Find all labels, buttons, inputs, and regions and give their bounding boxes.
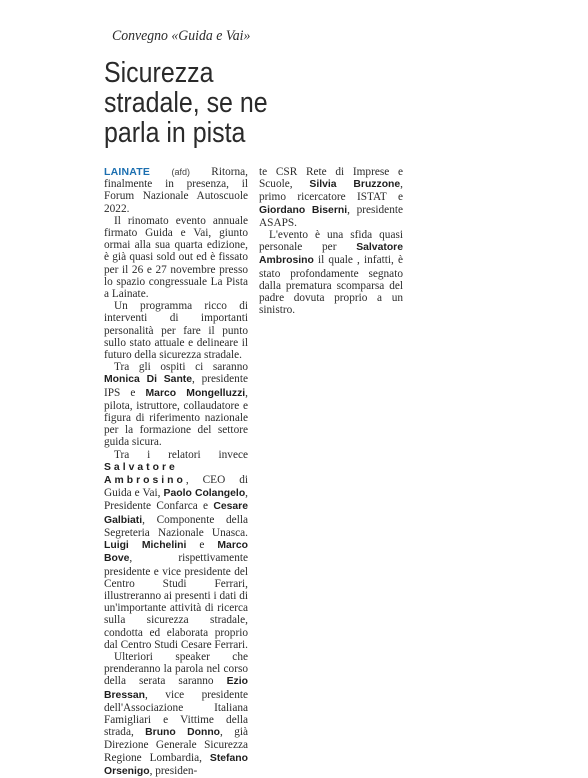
text: , rispettivamente presidente e vice presidente del Centro Studi Ferrari, illustreranno ai presenti i dati di un'importante attività di ricerca sulla sicurezza stradale, condotta ed elaborata proprio dal Centro Studi Cesare Ferrari.: [104, 552, 248, 651]
text: te CSR Rete di Imprese e Scuole,: [259, 166, 403, 191]
paragraph: [104, 449, 248, 651]
author-initials: (afd): [171, 167, 190, 177]
paragraph: [259, 229, 403, 316]
text: , presidente IPS e: [104, 373, 248, 399]
text: , Presidente Confarca e: [104, 487, 248, 513]
paragraph: [259, 166, 403, 229]
text: il quale , infatti, è stato profondamente segnato dalla prematura scomparsa del padre dovuta proprio a un sinistro.: [259, 254, 403, 317]
headline-line-1: Sicurezza: [104, 57, 214, 89]
headline-line-3: parla in pista: [104, 117, 246, 149]
text: Ulteriori speaker che prenderanno la parola nel corso della serata saranno: [104, 650, 248, 688]
person-name: Salvatore Ambrosino: [259, 242, 403, 267]
text: , già Direzione Generale Sicurezza Regione Lombardia,: [104, 726, 248, 764]
person-name: Monica Di Sante: [104, 374, 193, 386]
paragraph: Un programma ricco di interventi di importanti personalità per fare il punto sullo stato attuale e delineare il futuro della sicurezza stradale.: [104, 300, 248, 362]
paragraph: [104, 651, 248, 778]
text: L'evento è una sfida quasi personale per: [259, 229, 403, 254]
text: , primo ricercatore ISTAT e: [259, 178, 403, 204]
person-name: Marco Mongelluzzi: [145, 387, 246, 399]
article-column-2: [259, 166, 403, 316]
text: e: [186, 539, 218, 552]
text: , CEO di Guida e Vai,: [104, 474, 248, 500]
person-name: Silvia Bruzzone: [309, 179, 401, 191]
text: , vice presidente dell'Associazione Italiana Famigliari e Vittime della strada,: [104, 688, 248, 739]
person-name: Marco Bove: [104, 540, 248, 565]
person-name: Luigi Michelini: [104, 540, 187, 552]
person-name: Ezio Bressan: [104, 676, 248, 701]
paragraph: Il rinomato evento annuale firmato Guida e Vai, giunto ormai alla sua quarta edizione, è già quasi sold out ed è fissato per il 26 e 27 novembre presso lo spazio congressuale La Pista a Lainate.: [104, 214, 248, 301]
text: Tra gli ospiti ci saranno: [114, 361, 248, 374]
paragraph: [104, 361, 248, 448]
person-name: Bruno Donno: [145, 727, 221, 739]
person-name: Paolo Colangelo: [163, 488, 246, 500]
article-column-1: [104, 166, 248, 778]
article-kicker: Convegno «Guida e Vai»: [112, 28, 251, 44]
article-headline: [104, 58, 276, 148]
paragraph-text: Ritorna, finalmente in presenza, il Forum Nazionale Autoscuole 2022.: [104, 166, 248, 215]
person-name: Cesare Galbiati: [104, 501, 248, 526]
dateline: LAINATE: [104, 166, 151, 178]
headline-line-2: stradale, se ne: [104, 87, 268, 119]
text: , presiden-: [149, 764, 198, 777]
text: , presidente ASAPS.: [259, 203, 403, 229]
text: Tra i relatori invece: [114, 448, 248, 461]
paragraph: [104, 166, 248, 215]
text: , Componente della Segreteria Nazionale Unasca.: [104, 513, 248, 539]
person-name: Salvatore Ambrosino: [104, 461, 186, 487]
text: , pilota, istruttore, collaudatore e figura di riferimento nazionale per la formazione del settore guida sicura.: [104, 386, 248, 449]
person-name: Giordano Biserni: [259, 204, 348, 216]
person-name: Stefano Orsenigo: [104, 752, 248, 777]
